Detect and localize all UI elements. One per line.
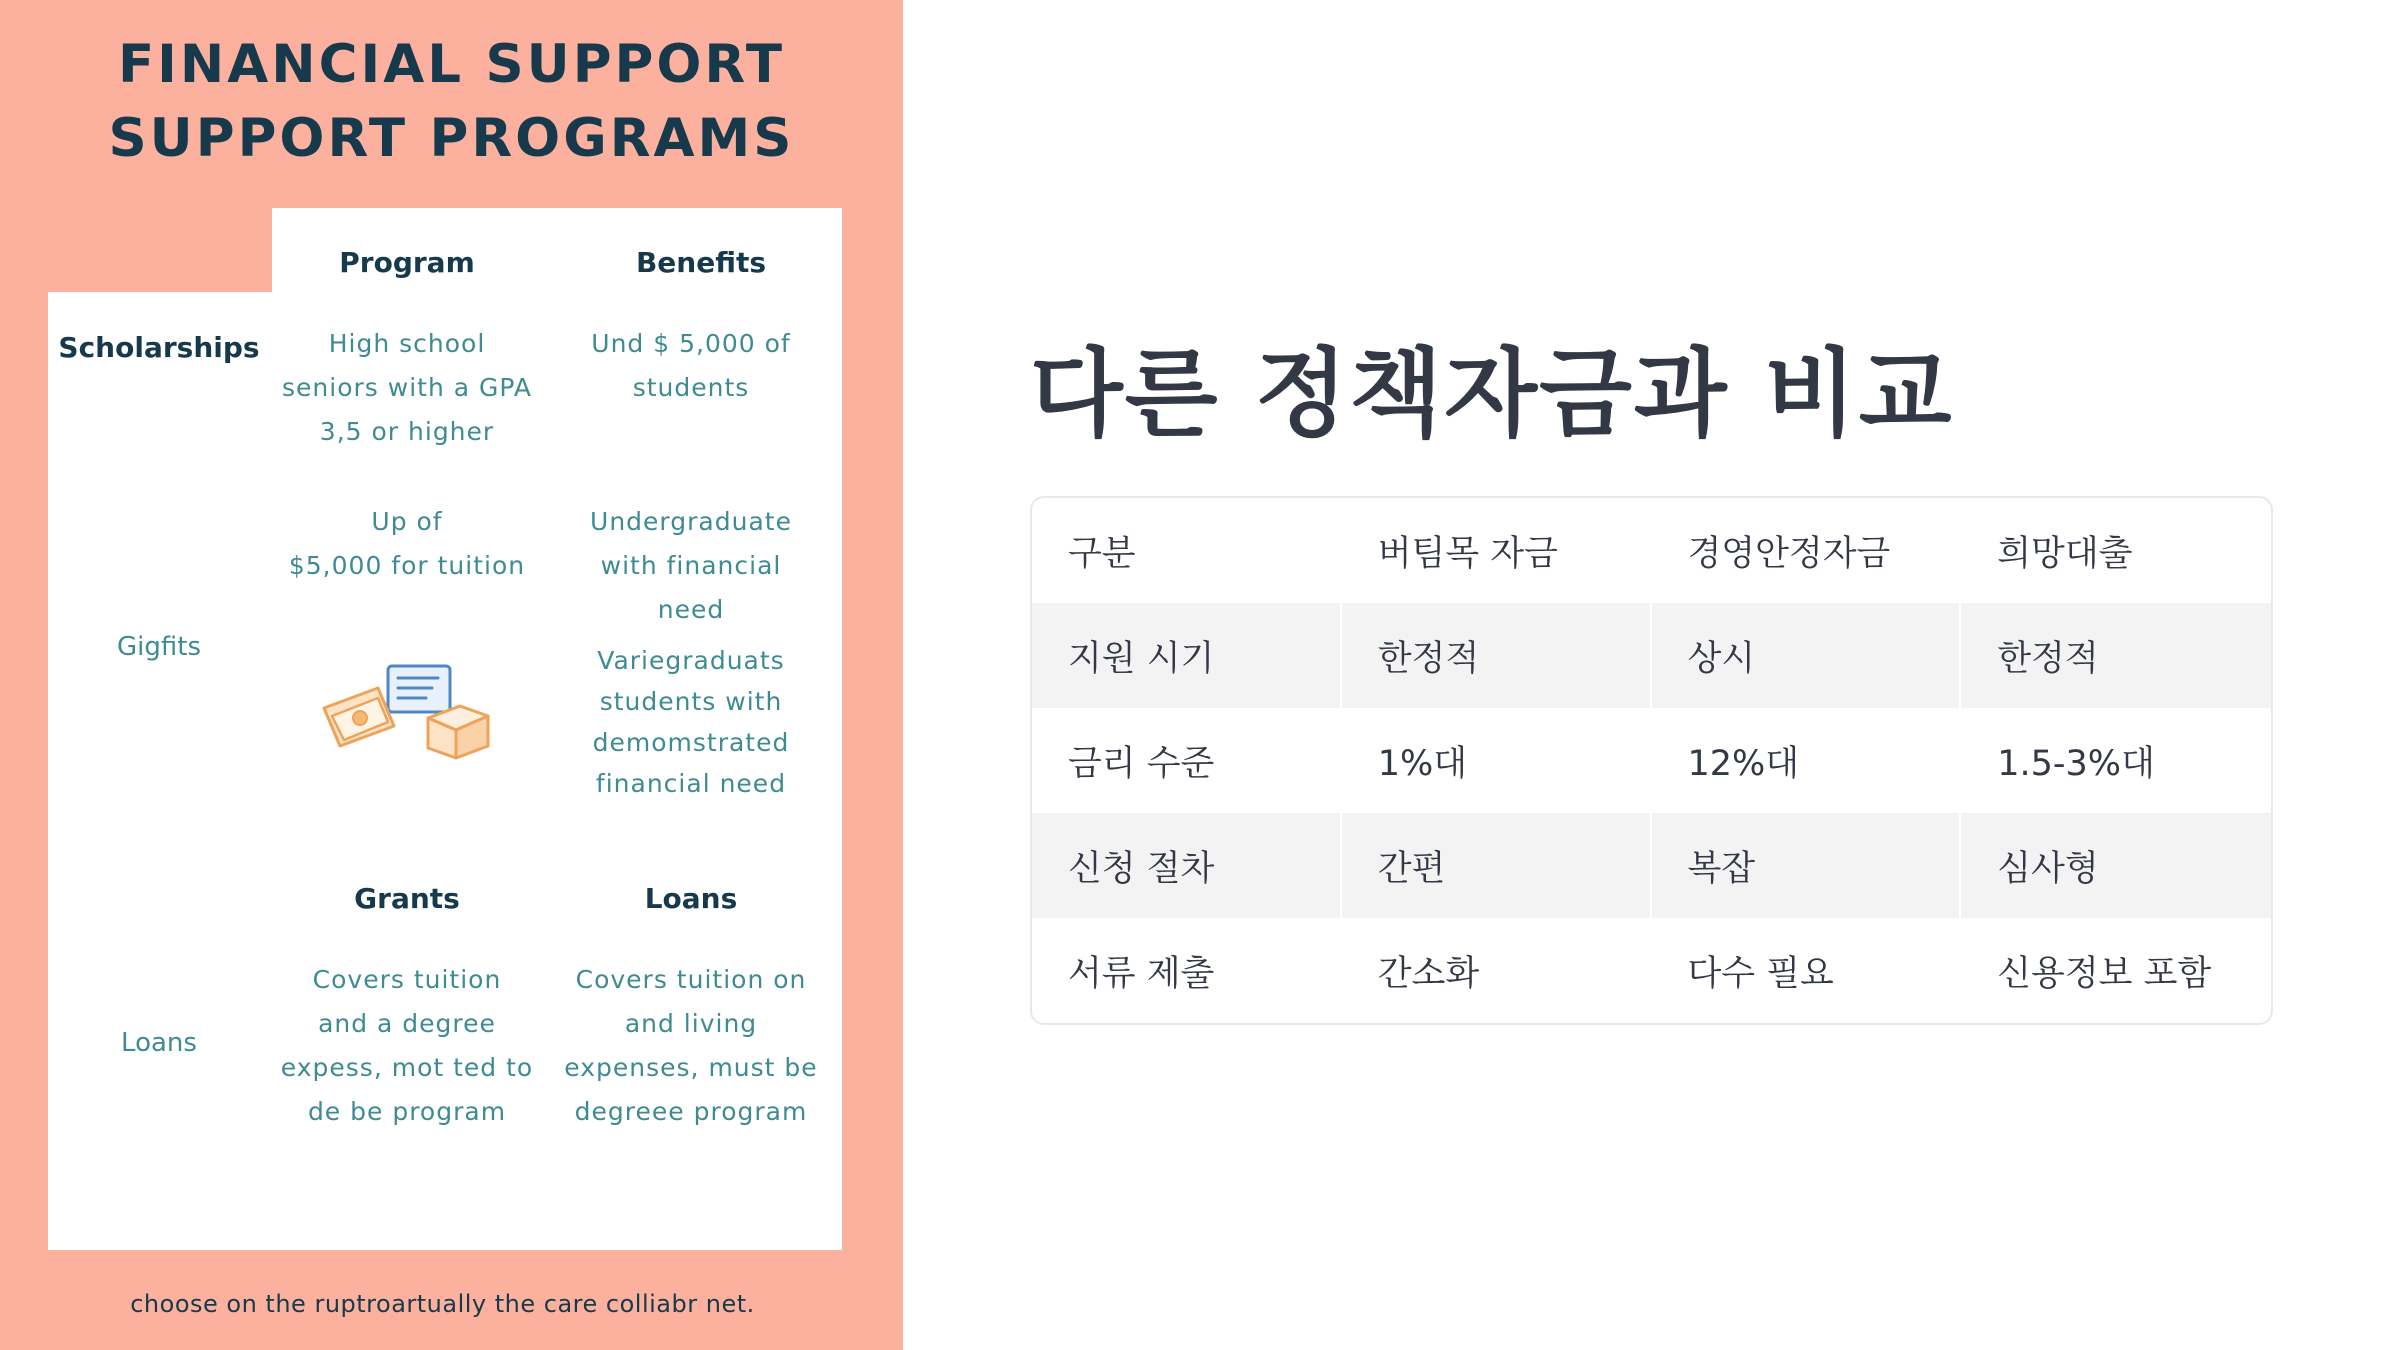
comparison-title: 다른 정책자금과 비교 [1030,338,1954,450]
table-cell: 상시 [1652,603,1962,708]
text-line: and a degree [318,1009,496,1038]
table-header-cell: 버팀목 자금 [1342,498,1652,603]
text-line: expess, mot ted to [280,1053,534,1082]
text-line: seniors with a GPA [282,373,532,402]
table-cell: 금리 수준 [1032,708,1342,813]
scholarship-benefits-text [556,322,826,410]
row-label-gigfits: Gigfits [117,632,201,662]
text-line: students with [599,687,783,716]
text-line: Covers tuition on [575,965,807,994]
text-line: need [657,595,725,624]
financial-support-poster [0,0,903,1350]
grants-text [272,958,542,1134]
row-label-loans: Loans [121,1028,197,1058]
text-line: students [632,373,750,402]
table-row [1032,498,2271,603]
table-row [1032,603,2271,708]
table-cell: 신용정보 포함 [1997,953,2212,994]
text-line: Und $ 5,000 of [591,329,791,358]
table-header-cell: 희망대출 [1997,533,2133,574]
text-line: with financial [600,551,782,580]
poster-title [0,28,903,176]
table-cell: 복잡 [1652,813,1962,918]
table-cell: 다수 필요 [1652,918,1962,1023]
table-cell: 한정적 [1961,603,2271,708]
table-cell: 심사형 [1961,813,2271,918]
text-line: and living [624,1009,758,1038]
comparison-table [1030,496,2273,1025]
text-line: High school [328,329,486,358]
table-row [1032,813,2271,918]
poster-title-line2: SUPPORT PROGRAMS [108,108,795,169]
table-header-cell: 경영안정자금 [1652,498,1962,603]
text-line: demomstrated [592,728,790,757]
table-cell: 한정적 [1342,603,1652,708]
gigfits-benefits-text [556,500,826,632]
table-cell: 1.5-3%대 [1997,743,2155,784]
money-and-documents-icon [320,660,495,760]
table-row [1032,918,2271,1023]
table-row [1032,708,2271,813]
text-line: expenses, must be [564,1053,818,1082]
table-cell: 지원 시기 [1032,603,1342,708]
header-loans: Loans [644,882,738,915]
gigfits-program-text [272,500,542,588]
table-cell: 간소화 [1342,918,1652,1023]
table-cell: 신청 절차 [1032,813,1342,918]
table-cell: 서류 제출 [1032,918,1342,1023]
text-line: Covers tuition [312,965,502,994]
row-label-scholarships: Scholarships [58,331,260,364]
table-cell: 12%대 [1652,708,1962,813]
text-line: Undergraduate [590,507,792,536]
text-line: $5,000 for tuition [288,551,526,580]
gigfits-benefits-text-b [556,640,826,804]
text-line: financial need [595,769,787,798]
text-line: 3,5 or higher [319,417,495,446]
poster-footer-note: choose on the ruptroartually the care colliabr net. [130,1290,755,1318]
poster-title-line1: FINANCIAL SUPPORT [117,34,786,95]
text-line: de be program [307,1097,507,1126]
scholarship-program-text [272,322,542,454]
table-cell: 1%대 [1342,708,1652,813]
table-cell: 간편 [1342,813,1652,918]
text-line: Variegraduats [597,646,785,675]
header-grants: Grants [354,882,460,915]
text-line: degreee program [574,1097,808,1126]
text-line: Up of [371,507,443,536]
header-program: Program [339,246,475,279]
loans-text [556,958,826,1134]
header-benefits: Benefits [635,246,767,279]
table-header-cell: 구분 [1032,498,1342,603]
